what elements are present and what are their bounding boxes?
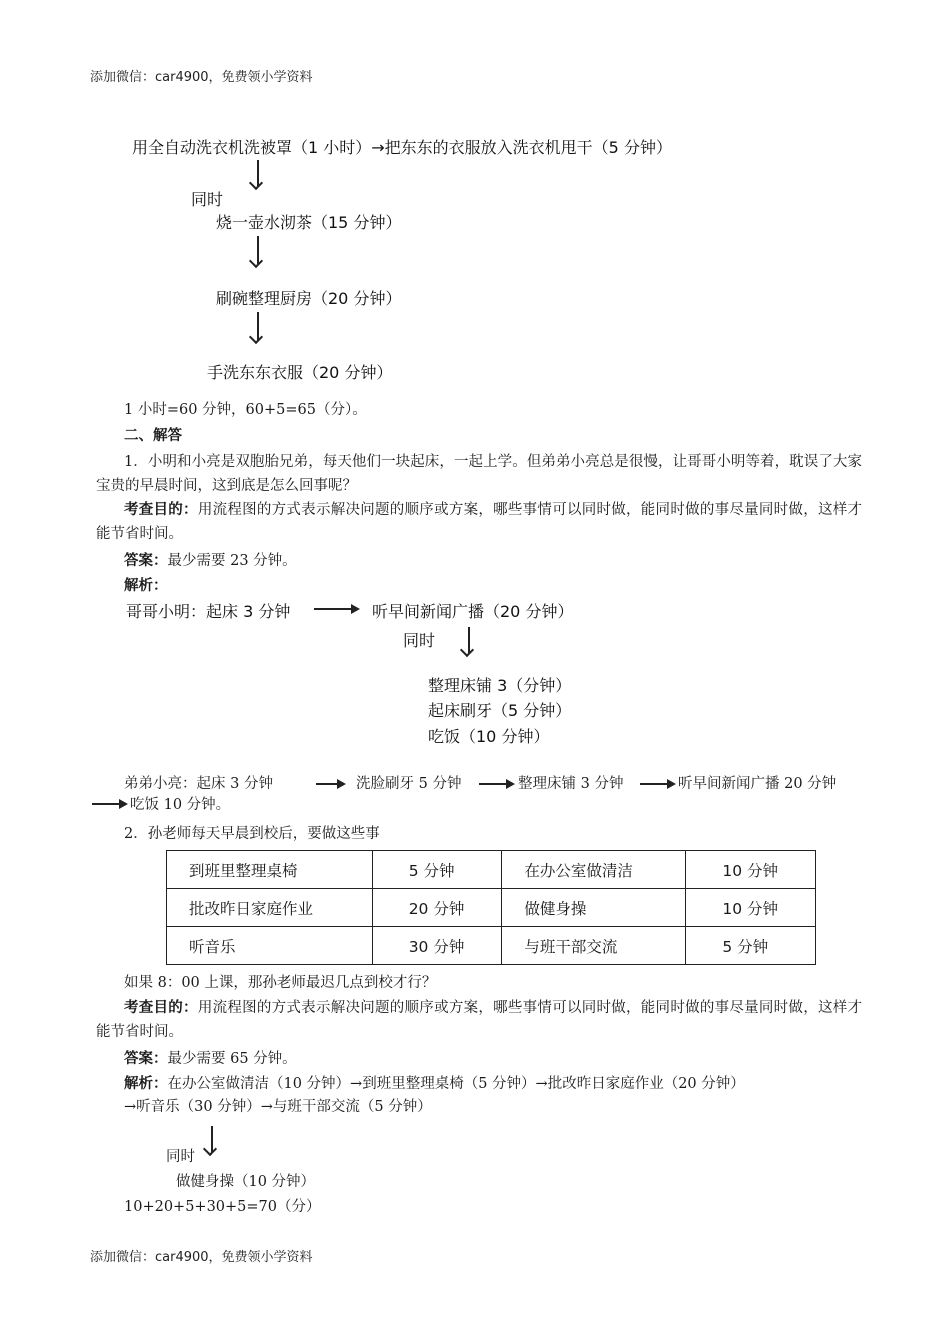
table-cell: 30 分钟: [372, 927, 502, 965]
purpose-label: 考查目的：: [124, 501, 198, 518]
down-arrow-icon: [468, 627, 470, 653]
q2-parallel: 做健身操（10 分钟）: [176, 1174, 316, 1190]
q2-ask: 如果 8：00 上课，那孙老师最迟几点到校才行？: [124, 975, 437, 991]
analysis-line-2: →听音乐（30 分钟）→与班干部交流（5 分钟）: [124, 1099, 432, 1115]
analysis-label: 解析：: [124, 1075, 168, 1092]
table-cell: 做健身操: [502, 889, 686, 927]
flow1-line1: 用全自动洗衣机洗被罩（1 小时）→把东东的衣服放入洗衣机甩干（5 分钟）: [132, 138, 672, 157]
table-cell: 10 分钟: [686, 889, 816, 927]
flow1-step3: 刷碗整理厨房（20 分钟）: [216, 289, 402, 308]
down-arrow-icon: [257, 312, 259, 340]
q1-analysis-label: 解析：: [124, 577, 168, 594]
table-cell: 到班里整理桌椅: [167, 851, 373, 889]
answer-label: 答案：: [124, 552, 168, 569]
q1-answer: [124, 550, 297, 572]
header-watermark: 添加微信：car4900，免费领小学资料: [90, 70, 313, 85]
right-arrow-icon: [316, 783, 344, 785]
table-cell: 5 分钟: [372, 851, 502, 889]
answer-text: 最少需要 65 分钟。: [167, 1051, 297, 1067]
younger-step-5: 吃饭 10 分钟。: [130, 797, 231, 813]
purpose-text: 用流程图的方式表示解决问题的顺序或方案，哪些事情可以同时做，能同时做的事尽量同时做，这样才能节省时间。: [96, 1000, 862, 1040]
right-arrow-icon: [640, 783, 674, 785]
right-arrow-icon: [479, 783, 513, 785]
table-cell: 20 分钟: [372, 889, 502, 927]
q2-calc: 10+20+5+30+5=70（分）: [124, 1199, 321, 1215]
table-cell: 批改昨日家庭作业: [167, 889, 373, 927]
parallel-item-2: 起床刷牙（5 分钟）: [428, 701, 572, 720]
q1-question: 1．小明和小亮是双胞胎兄弟，每天他们一块起床，一起上学。但弟弟小亮总是很慢，让哥哥小明等着，耽误了大家宝贵的早晨时间，这到底是怎么回事呢？: [96, 454, 862, 494]
younger-step-3: 整理床铺 3 分钟: [518, 776, 624, 792]
flow1-step4: 手洗东东衣服（20 分钟）: [207, 363, 393, 382]
purpose-label: 考查目的：: [124, 999, 198, 1016]
calc1: 1 小时=60 分钟，60+5=65（分）。: [124, 402, 367, 418]
down-arrow-icon: [257, 236, 259, 264]
q1-same-time: 同时: [403, 631, 436, 650]
q2-analysis: [124, 1073, 745, 1095]
younger-step-4: 听早间新闻广播 20 分钟: [678, 776, 837, 792]
q2-same-time: 同时: [166, 1149, 195, 1165]
purpose-text: 用流程图的方式表示解决问题的顺序或方案，哪些事情可以同时做，能同时做的事尽量同时做，这样才能节省时间。: [96, 502, 862, 542]
parallel-item-3: 吃饭（10 分钟）: [428, 727, 550, 746]
brother-next: 听早间新闻广播（20 分钟）: [372, 602, 574, 621]
answer-text: 最少需要 23 分钟。: [167, 553, 297, 569]
down-arrow-icon: [211, 1126, 213, 1152]
q2-question: 2．孙老师每天早晨到校后，要做这些事: [124, 826, 380, 842]
table-cell: 与班干部交流: [502, 927, 686, 965]
q2-purpose: [96, 996, 862, 1044]
footer-watermark: 添加微信：car4900，免费领小学资料: [90, 1250, 313, 1265]
q2-answer: [124, 1048, 297, 1070]
right-arrow-icon: [314, 608, 358, 610]
brother-start: 哥哥小明：起床 3 分钟: [126, 602, 291, 621]
table-row: [167, 927, 816, 965]
table-row: [167, 851, 816, 889]
table-cell: 听音乐: [167, 927, 373, 965]
younger-step-1: 弟弟小亮：起床 3 分钟: [124, 776, 273, 792]
task-table: [166, 850, 816, 965]
q1-purpose: [96, 498, 862, 546]
down-arrow-icon: [257, 160, 259, 186]
table-cell: 在办公室做清洁: [502, 851, 686, 889]
section-title: 二、解答: [124, 427, 182, 444]
parallel-item-1: 整理床铺 3（分钟）: [428, 676, 572, 695]
analysis-line-1: 在办公室做清洁（10 分钟）→到班里整理桌椅（5 分钟）→批改昨日家庭作业（20 分钟）: [167, 1076, 745, 1092]
answer-label: 答案：: [124, 1050, 168, 1067]
younger-step-2: 洗脸刷牙 5 分钟: [356, 776, 462, 792]
right-arrow-icon: [92, 803, 126, 805]
table-cell: 10 分钟: [686, 851, 816, 889]
flow1-step2: 烧一壶水沏茶（15 分钟）: [216, 213, 402, 232]
table-row: [167, 889, 816, 927]
flow1-same-time: 同时: [191, 190, 224, 209]
table-cell: 5 分钟: [686, 927, 816, 965]
